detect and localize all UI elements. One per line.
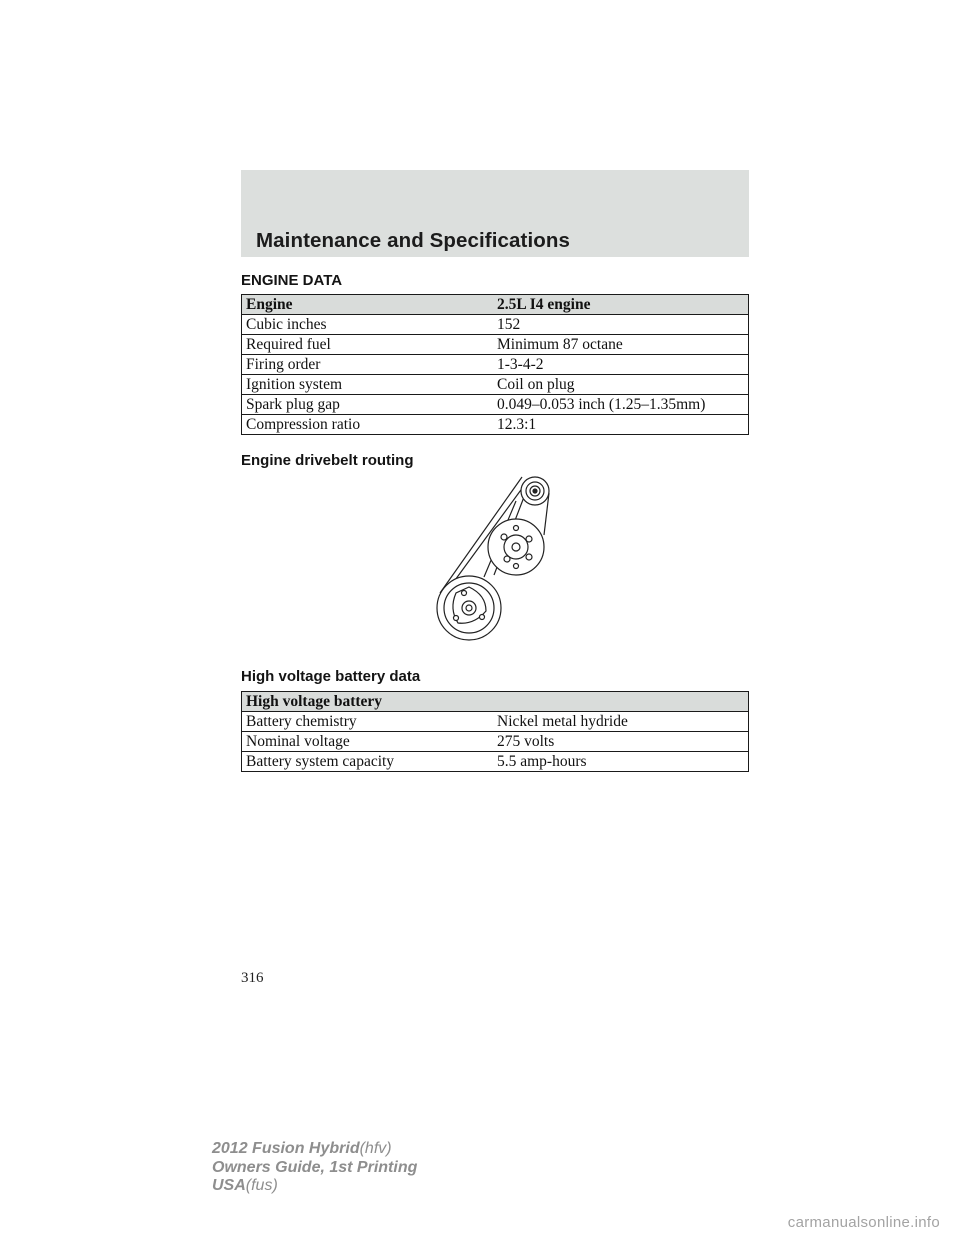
table-header-cell: Engine	[242, 295, 494, 315]
idler-pulley	[521, 477, 549, 505]
table-cell-value: 5.5 amp-hours	[493, 752, 749, 772]
table-row	[242, 335, 749, 355]
section-title: Maintenance and Specifications	[256, 229, 570, 252]
table-row	[242, 732, 749, 752]
table-header-row	[242, 295, 749, 315]
page-number: 316	[241, 970, 264, 986]
table-cell-label: Compression ratio	[242, 415, 494, 435]
drivebelt-routing-heading: Engine drivebelt routing	[241, 452, 414, 469]
table-cell-value: 152	[493, 315, 749, 335]
table-cell-value: 0.049–0.053 inch (1.25–1.35mm)	[493, 395, 749, 415]
table-cell-value: Coil on plug	[493, 375, 749, 395]
footer-market-code: (fus)	[245, 1177, 278, 1194]
table-cell-label: Battery chemistry	[242, 712, 494, 732]
battery-data-table	[241, 691, 749, 772]
footer-market: USA	[212, 1177, 246, 1194]
crankshaft-pulley	[437, 576, 501, 640]
table-header-row	[242, 692, 749, 712]
table-header-cell: High voltage battery	[242, 692, 749, 712]
table-cell-label: Required fuel	[242, 335, 494, 355]
footer-model: 2012 Fusion Hybrid	[212, 1140, 360, 1157]
table-cell-label: Spark plug gap	[242, 395, 494, 415]
table-cell-label: Nominal voltage	[242, 732, 494, 752]
table-cell-label: Firing order	[242, 355, 494, 375]
table-header-cell: 2.5L I4 engine	[493, 295, 749, 315]
table-cell-label: Battery system capacity	[242, 752, 494, 772]
watermark: carmanualsonline.info	[787, 1214, 940, 1231]
footer-line-1	[212, 1140, 417, 1159]
table-cell-value: 12.3:1	[493, 415, 749, 435]
footer-line-2	[212, 1159, 417, 1178]
battery-data-heading: High voltage battery data	[241, 668, 421, 685]
table-row	[242, 415, 749, 435]
table-row	[242, 712, 749, 732]
table-cell-label: Ignition system	[242, 375, 494, 395]
footer-edition: Owners Guide, 1st Printing	[212, 1158, 418, 1176]
table-row	[242, 315, 749, 335]
table-cell-value: Nickel metal hydride	[493, 712, 749, 732]
table-row	[242, 395, 749, 415]
table-cell-value: 275 volts	[493, 732, 749, 752]
table-cell-label: Cubic inches	[242, 315, 494, 335]
engine-data-table	[241, 294, 749, 435]
footer-line-3	[212, 1177, 417, 1196]
drivebelt-routing-diagram	[434, 475, 564, 645]
table-row	[242, 752, 749, 772]
water-pump-pulley	[488, 519, 544, 575]
table-cell-value: 1-3-4-2	[493, 355, 749, 375]
table-row	[242, 355, 749, 375]
table-row	[242, 375, 749, 395]
engine-data-heading: ENGINE DATA	[241, 272, 343, 289]
table-cell-value: Minimum 87 octane	[493, 335, 749, 355]
footer-model-code: (hfv)	[359, 1140, 392, 1157]
document-footer	[212, 1140, 417, 1196]
